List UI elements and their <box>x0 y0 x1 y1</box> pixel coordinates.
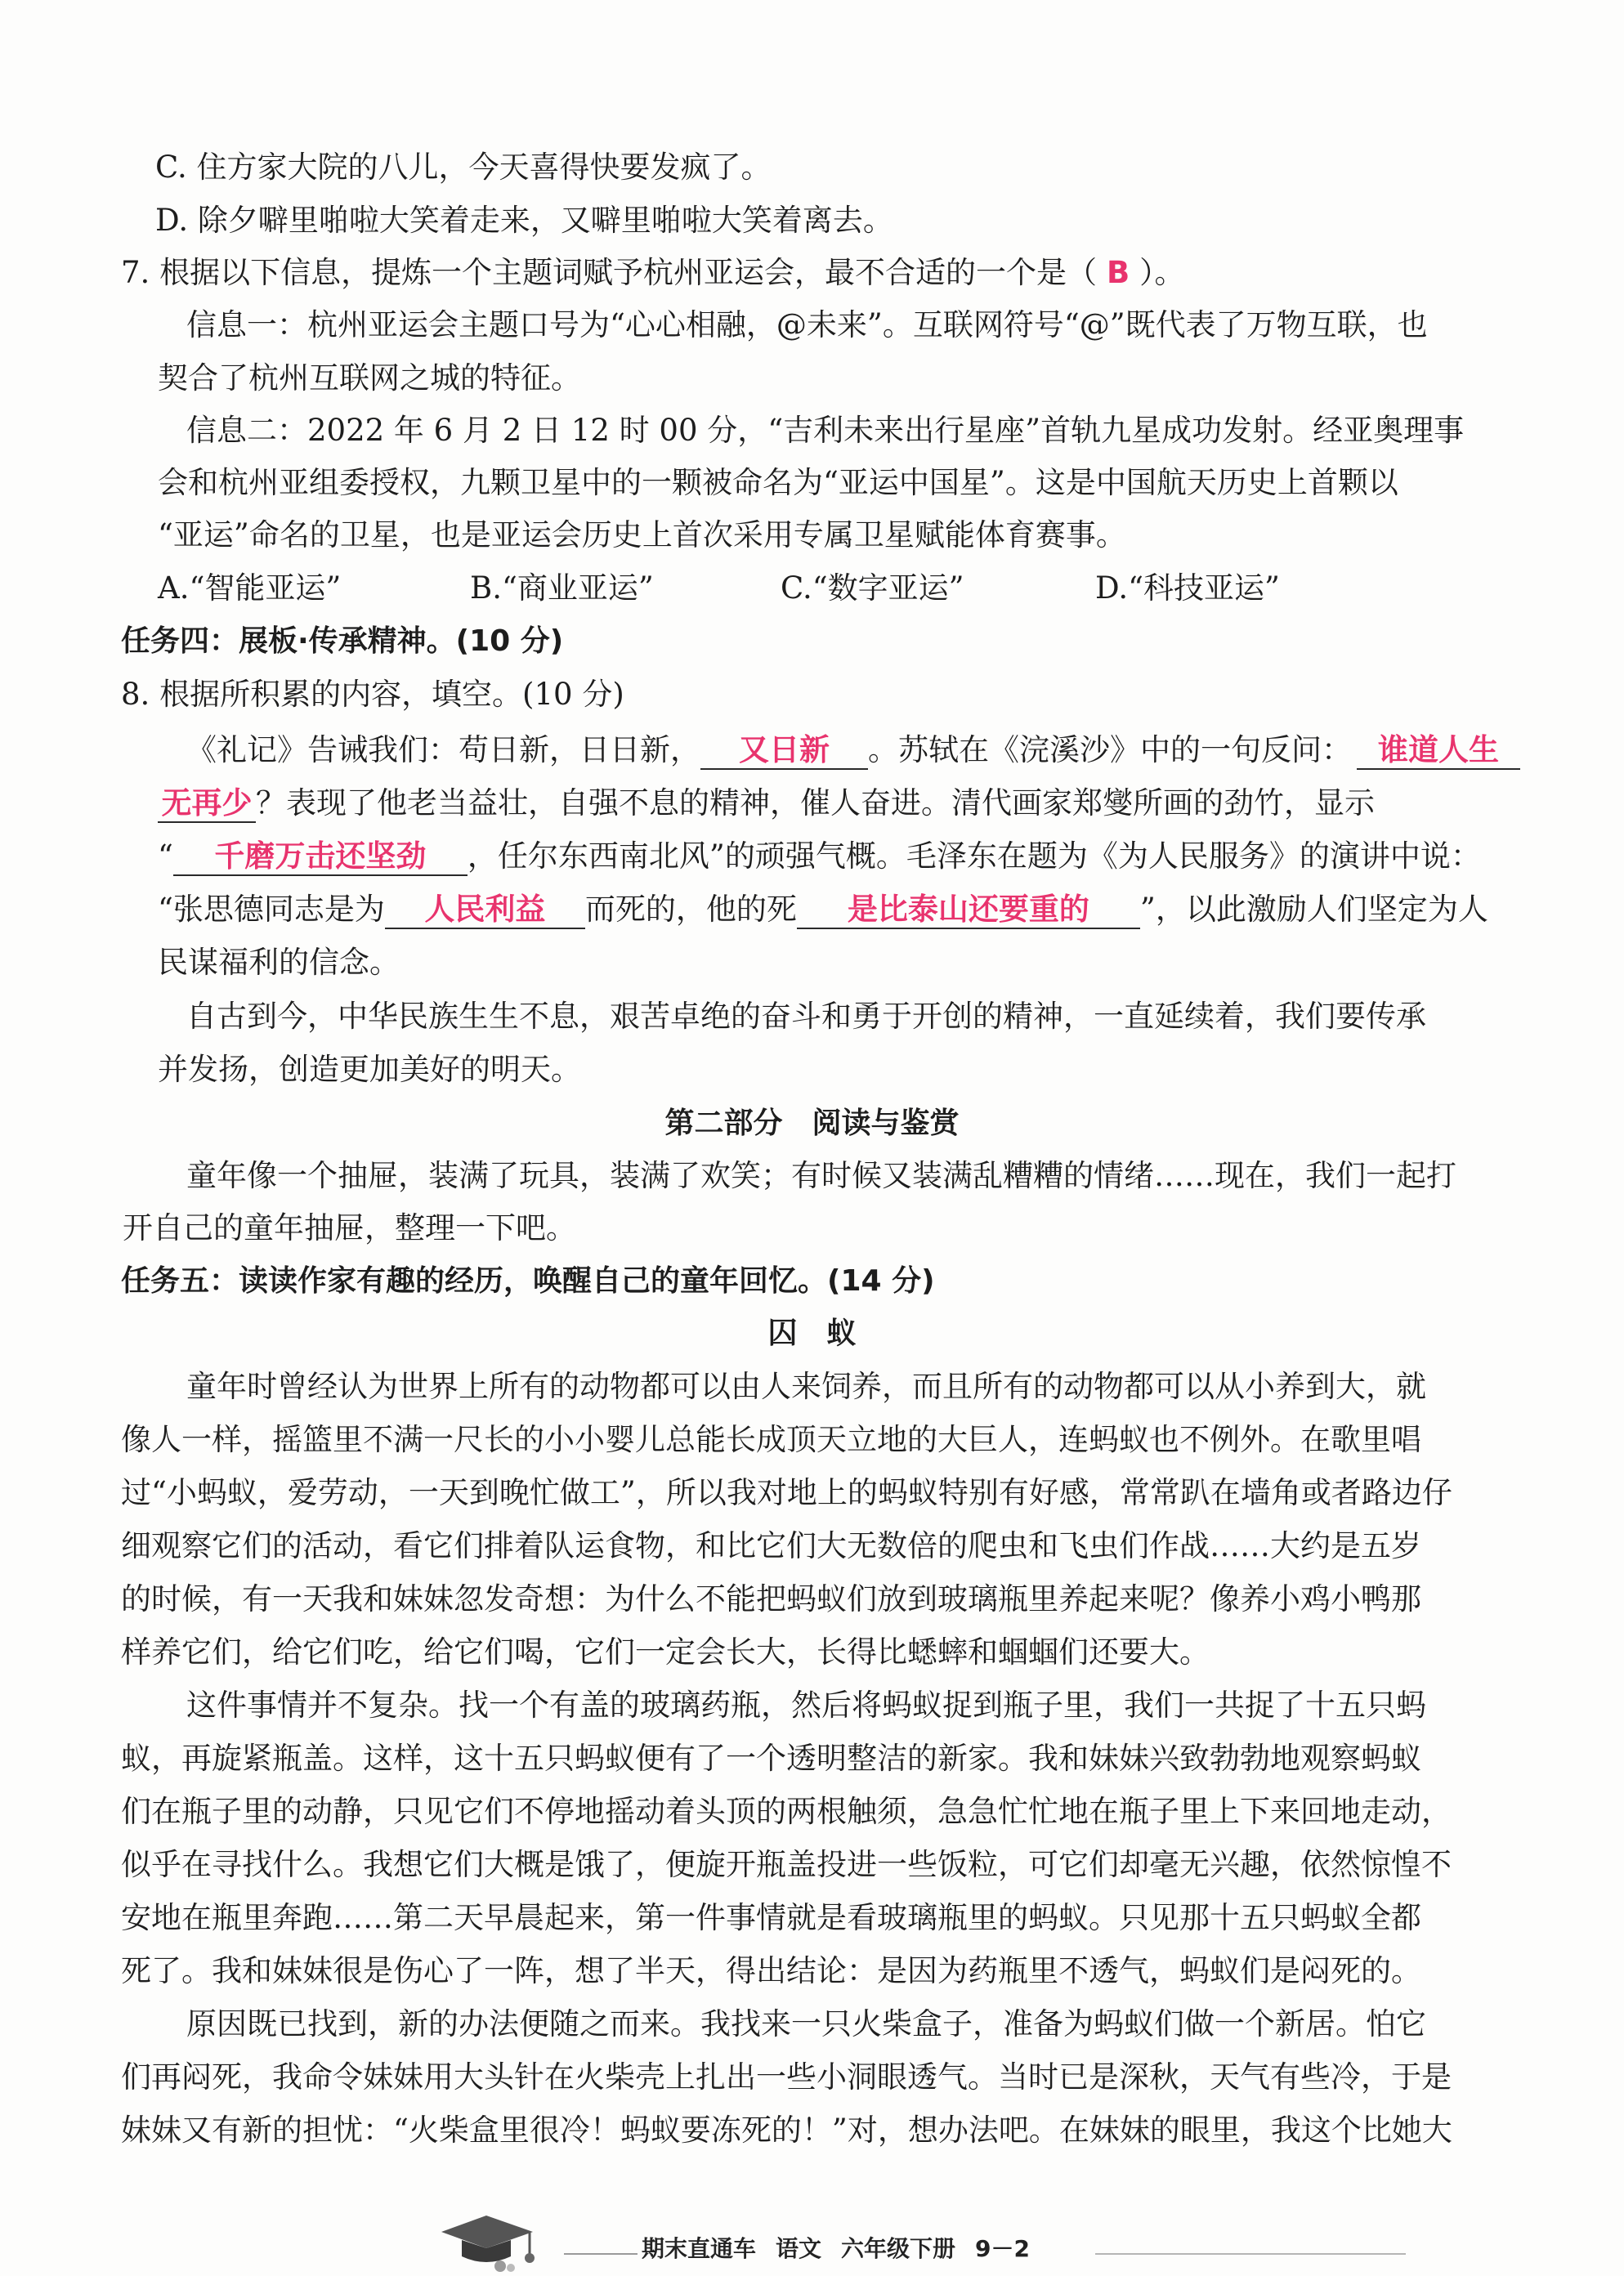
page-footer <box>0 2227 1624 2268</box>
story-p2-line-3: 们在瓶子里的动静，只见它们不停地摇动着头顶的两根触须，急急忙忙地在瓶子里上下来回地走动， <box>121 1794 1452 1829</box>
story-p1-line-3: 过“小蚂蚁，爱劳动，一天到晚忙做工”，所以我对地上的蚂蚁特别有好感，常常趴在墙角或者路边仔 <box>121 1475 1452 1510</box>
story-p3-line-1: 原因既已找到，新的办法便随之而来。我找来一只火柴盒子，准备为蚂蚁们做一个新居。怕它 <box>186 2006 1426 2041</box>
fill-line-1-text: 《礼记》告诫我们：苟日新，日日新， <box>186 732 700 767</box>
intro-line-1: 童年像一个抽屉，装满了玩具，装满了欢笑；有时候又装满乱糟糟的情绪……现在，我们一起打 <box>186 1158 1456 1193</box>
story-p3-line-3: 妹妹又有新的担忧：“火柴盒里很冷！蚂蚁要冻死的！”对，想办法吧。在妹妹的眼里，我这个比她大 <box>121 2113 1452 2148</box>
story-p1-line-4: 细观察它们的活动，看它们排着队运食物，和比它们大无数倍的爬虫和飞虫们作战……大约是五岁 <box>121 1528 1421 1563</box>
answer-q7: B <box>1106 255 1130 290</box>
task-5-heading: 任务五：读读作家有趣的经历，唤醒自己的童年回忆。(14 分) <box>121 1264 935 1298</box>
fill-line-3-quote: “ <box>158 838 173 874</box>
closing-line-2: 并发扬，创造更加美好的明天。 <box>158 1052 581 1087</box>
question-8: 8. 根据所积累的内容，填空。(10 分) <box>121 677 624 712</box>
fill-line-4-text-b: 而死的，他的死 <box>584 892 797 927</box>
footer-page-number: 9－2 <box>975 2235 1031 2262</box>
story-p2-line-5: 安地在瓶里奔跑……第二天早晨起来，第一件事情就是看玻璃瓶里的蚂蚁。只见那十五只蚂蚁全都 <box>121 1900 1421 1935</box>
story-p2-line-4: 似乎在寻找什么。我想它们大概是饿了，便旋开瓶盖投进一些饭粒，可它们却毫无兴趣，依然惊惶不 <box>121 1847 1452 1882</box>
answer-2a: 谁道人生 <box>1357 732 1520 770</box>
info-1-line-2: 契合了杭州互联网之城的特征。 <box>158 360 581 396</box>
closing-line-1: 自古到今，中华民族生生不息，艰苦卓绝的奋斗和勇于开创的精神，一直延续着，我们要传承 <box>186 999 1426 1034</box>
fill-line-2-text: ？表现了他老当益壮，自强不息的精神，催人奋进。清代画家郑燮所画的劲竹，显示 <box>256 785 1375 821</box>
task-4-heading: 任务四：展板·传承精神。(10 分) <box>121 624 564 658</box>
article-title: 囚 蚁 <box>767 1317 857 1350</box>
choice-d: D.“科技亚运” <box>1095 570 1280 606</box>
question-7-end: ）。 <box>1139 255 1185 290</box>
answer-1: 又日新 <box>700 732 868 770</box>
story-p1-line-6: 样养它们，给它们吃，给它们喝，它们一定会长大，长得比蟋蟀和蝈蝈们还要大。 <box>121 1634 1210 1670</box>
story-p2-line-2: 蚁，再旋紧瓶盖。这样，这十五只蚂蚁便有了一个透明整洁的新家。我和妹妹兴致勃勃地观察蚂蚁 <box>121 1741 1421 1776</box>
story-p3-line-2: 们再闷死，我命令妹妹用大头针在火柴壳上扎出一些小洞眼透气。当时已是深秋，天气有些冷，于是 <box>121 2059 1452 2095</box>
option-c-line: C. 住方家大院的八儿，今天喜得快要发疯了。 <box>155 150 772 185</box>
fill-line-3 <box>158 836 1481 877</box>
info-2-line-3: “亚运”命名的卫星，也是亚运会历史上首次采用专属卫星赋能体育赛事。 <box>158 517 1126 552</box>
choice-c: C.“数字亚运” <box>781 570 964 606</box>
fill-line-2 <box>158 783 1375 824</box>
fill-line-3-text: ，任尔东西南北风”的顽强气概。毛泽东在题为《为人民服务》的演讲中说： <box>467 838 1481 874</box>
answer-3: 千磨万击还坚劲 <box>173 838 468 876</box>
footer-grade: 六年级下册 <box>841 2235 956 2262</box>
choice-a: A.“智能亚运” <box>158 570 342 606</box>
footer-rule-left <box>564 2253 638 2255</box>
part-2-heading: 第二部分 阅读与鉴赏 <box>664 1107 960 1140</box>
info-2-line-2: 会和杭州亚组委授权，九颗卫星中的一颗被命名为“亚运中国星”。这是中国航天历史上首颗以 <box>158 465 1398 500</box>
footer-label <box>642 2231 1049 2264</box>
choice-b: B.“商业亚运” <box>470 570 654 606</box>
answer-2b: 无再少 <box>158 785 256 823</box>
info-1-line-1: 信息一：杭州亚运会主题口号为“心心相融，@未来”。互联网符号“@”既代表了万物互联，也 <box>186 307 1428 342</box>
fill-line-4-text-a: “张思德同志是为 <box>158 892 385 927</box>
fill-line-1 <box>186 730 1520 771</box>
story-p2-line-6: 死了。我和妹妹很是伤心了一阵，想了半天，得出结论：是因为药瓶里不透气，蚂蚁们是闷死的。 <box>121 1953 1421 1988</box>
answer-5: 是比泰山还要重的 <box>797 892 1140 929</box>
footer-book: 期末直通车 <box>642 2235 757 2262</box>
fill-line-5: 民谋福利的信念。 <box>158 945 400 980</box>
answer-4: 人民利益 <box>385 892 585 929</box>
story-p1-line-5: 的时候，有一天我和妹妹忽发奇想：为什么不能把蚂蚁们放到玻璃瓶里养起来呢？像养小鸡小鸭那 <box>121 1581 1421 1616</box>
footer-subject: 语文 <box>776 2235 822 2262</box>
fill-line-4-text-c: ”，以此激励人们坚定为人 <box>1139 892 1488 927</box>
story-p2-line-1: 这件事情并不复杂。找一个有盖的玻璃药瓶，然后将蚂蚁捉到瓶子里，我们一共捉了十五只蚂 <box>186 1688 1426 1723</box>
question-7-text: 7. 根据以下信息，提炼一个主题词赋予杭州亚运会，最不合适的一个是（ <box>121 255 1098 290</box>
intro-line-2: 开自己的童年抽屉，整理一下吧。 <box>123 1210 576 1245</box>
story-p1-line-1: 童年时曾经认为世界上所有的动物都可以由人来饲养，而且所有的动物都可以从小养到大，就 <box>186 1369 1426 1404</box>
question-7 <box>121 253 1185 293</box>
story-p1-line-2: 像人一样，摇篮里不满一尺长的小小婴儿总能长成顶天立地的大巨人，连蚂蚁也不例外。在歌里唱 <box>121 1422 1421 1457</box>
fill-line-4 <box>158 889 1488 930</box>
footer-rule-right <box>1095 2253 1406 2255</box>
info-2-line-1: 信息二：2022 年 6 月 2 日 12 时 00 分，“吉利未来出行星座”首轨九星成功发射。经亚奥理事 <box>186 413 1465 448</box>
fill-line-1-text-b: 。苏轼在《浣溪沙》中的一句反问： <box>868 732 1352 767</box>
graduation-cap-icon <box>425 2209 548 2274</box>
option-d-line: D. 除夕噼里啪啦大笑着走来，又噼里啪啦大笑着离去。 <box>155 203 893 238</box>
